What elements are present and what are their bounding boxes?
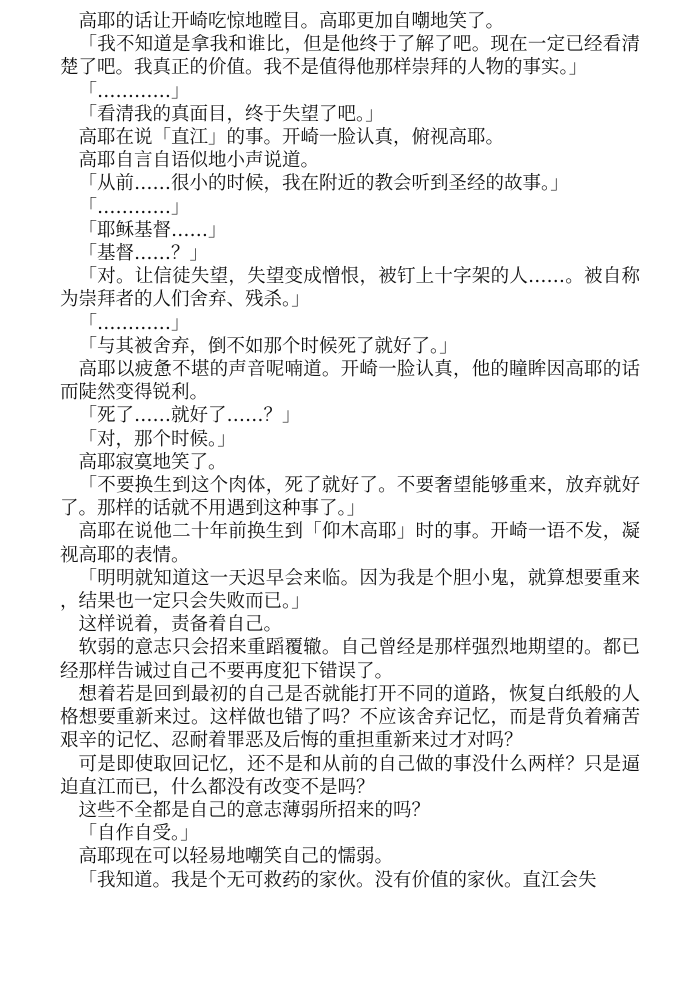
paragraph: 「…………」 — [78, 196, 190, 218]
paragraph: 「从前……很小的时候，我在附近的教会听到圣经的故事。」 — [78, 173, 569, 195]
paragraph: 「与其被舍弃，倒不如那个时候死了就好了。」 — [78, 335, 458, 357]
paragraph: 「…………」 — [78, 80, 190, 102]
paragraph: 「…………」 — [78, 312, 190, 334]
paragraph: 「自作自受。」 — [78, 823, 199, 845]
paragraph: 高耶寂寞地笑了。 — [78, 451, 227, 473]
paragraph: 这些不全都是自己的意志薄弱所招来的吗？ — [78, 799, 431, 821]
paragraph: 想着若是回到最初的自己是否就能打开不同的道路，恢复白纸般的人格想要重新来过。这样做也错了吗？不应该舍弃记忆，而是背负着痛苦艰辛的记忆、忍耐着罪恶及后悔的重担重新来过才对吗？ — [60, 683, 640, 752]
paragraph: 「耶稣基督……」 — [78, 219, 227, 241]
paragraph: 「对。让信徒失望，失望变成憎恨，被钉上十字架的人……。被自称为崇拜者的人们舍弃、残杀。」 — [60, 266, 640, 311]
paragraph: 可是即使取回记忆，还不是和从前的自己做的事没什么两样？只是逼迫直江而已，什么都没有改变不是吗？ — [60, 753, 640, 798]
paragraph: 高耶的话让开崎吃惊地瞠目。高耶更加自嘲地笑了。 — [78, 11, 505, 32]
paragraph: 高耶自言自语似地小声说道。 — [78, 150, 320, 172]
document-page — [60, 10, 640, 892]
paragraph: 软弱的意志只会招来重蹈覆辙。自己曾经是那样强烈地期望的。都已经那样告诫过自己不要再度犯下错误了。 — [60, 637, 640, 682]
paragraph: 「我知道。我是个无可救药的家伙。没有价值的家伙。直江会失 — [78, 869, 597, 891]
paragraph: 「看清我的真面目，终于失望了吧。」 — [78, 103, 384, 125]
paragraph: 「死了……就好了……？」 — [78, 405, 301, 427]
paragraph: 高耶在说他二十年前换生到「仰木高耶」时的事。开崎一语不发，凝视高耶的表情。 — [60, 521, 640, 566]
paragraph: 「对，那个时候。」 — [78, 428, 236, 450]
paragraph: 这样说着，责备着自己。 — [78, 614, 283, 636]
paragraph: 「不要换生到这个肉体，死了就好了。不要奢望能够重来，放弃就好了。那样的话就不用遇到这种事了。」 — [60, 475, 640, 520]
paragraph: 「基督……？」 — [78, 243, 209, 265]
paragraph: 「明明就知道这一天迟早会来临。因为我是个胆小鬼，就算想要重来，结果也一定只会失败而已。」 — [60, 567, 640, 613]
paragraph: 高耶在说「直江」的事。开崎一脸认真，俯视高耶。 — [78, 127, 505, 149]
paragraph: 高耶以疲惫不堪的声音呢喃道。开崎一脸认真，他的瞳眸因高耶的话而陡然变得锐利。 — [60, 359, 640, 404]
paragraph: 「我不知道是拿我和谁比，但是他终于了解了吧。现在一定已经看清楚了吧。我真正的价值。我不是值得他那样崇拜的人物的事实。」 — [60, 34, 640, 79]
paragraph: 高耶现在可以轻易地嘲笑自己的懦弱。 — [78, 846, 394, 868]
